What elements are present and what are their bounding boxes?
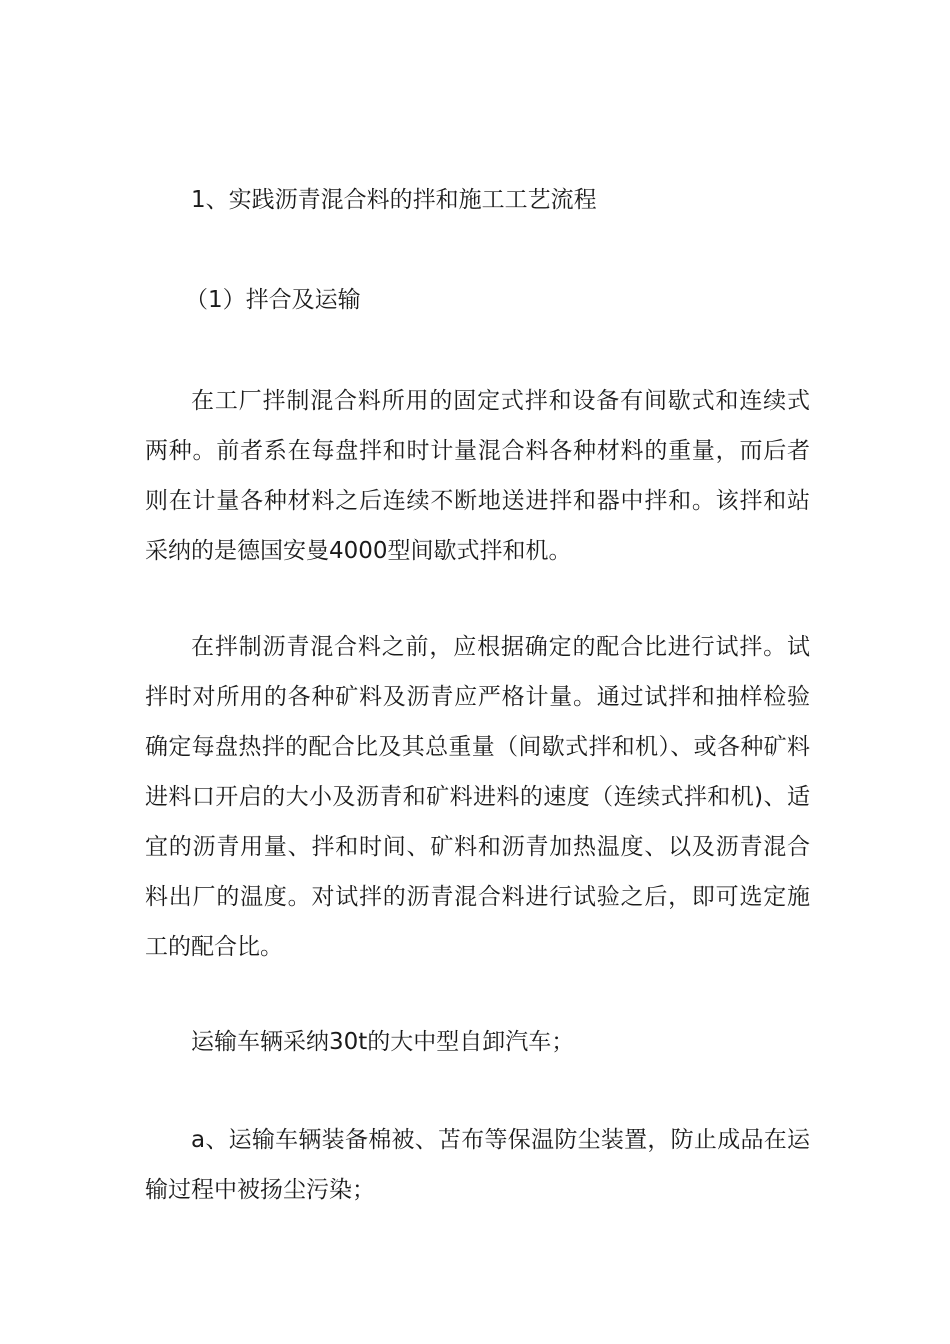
sub-heading: （1）拌合及运输 — [185, 287, 361, 313]
paragraph-mixing-equipment: 在工厂拌制混合料所用的固定式拌和设备有间歇式和连续式两种。前者系在每盘拌和时计量混合料各种材料的重量，而后者则在计量各种材料之后连续不断地送进拌和器中拌和。该拌和站采纳的是德国安曼4000型间歇式拌和机。 — [145, 388, 810, 564]
section-heading: 1、实践沥青混合料的拌和施工工艺流程 — [191, 187, 597, 213]
paragraph-transport-protection: a、运输车辆装备棉被、苫布等保温防尘装置，防止成品在运输过程中被扬尘污染； — [145, 1127, 810, 1203]
paragraph-trial-mix: 在拌制沥青混合料之前，应根据确定的配合比进行试拌。试拌时对所用的各种矿料及沥青应严格计量。通过试拌和抽样检验确定每盘热拌的配合比及其总重量（间歇式拌和机）、或各种矿料进料口开启的大小及沥青和矿料进料的速度（连续式拌和机)、适宜的沥青用量、拌和时间、矿料和沥青加热温度、以及沥青混合料出厂的温度。对试拌的沥青混合料进行试验之后，即可选定施工的配合比。 — [145, 634, 810, 960]
paragraph-transport-vehicles: 运输车辆采纳30t的大中型自卸汽车； — [191, 1029, 575, 1055]
